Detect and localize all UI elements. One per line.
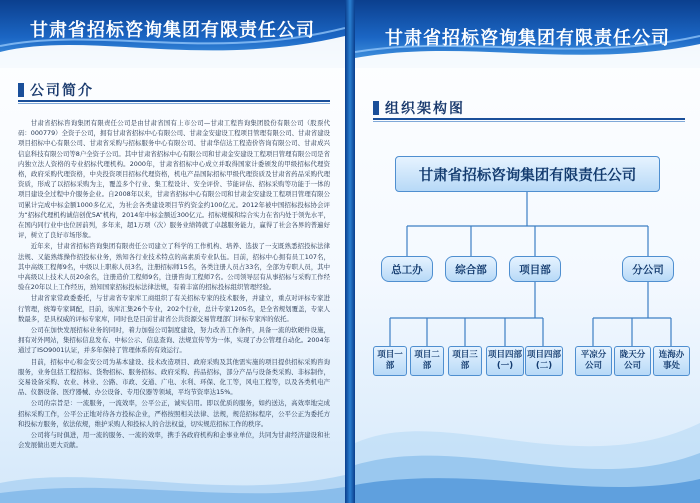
- project-unit-4a: 项目四部(一): [486, 346, 524, 376]
- intro-paragraph: 公司的宗旨是：一流服务，一流效率，公平公正，诚实信用。即以优质的服务，如约送达，高效率地完成招标采购工作，公平公正地对待各方投标企业，严格按照相关法律、法规，规范招标程序，公平公正为委托方和投标方服务，依法依规，维护采购人和投标人的合法权益，切实规范招标工作的秩序。: [18, 399, 330, 428]
- intro-section-header: [18, 80, 94, 100]
- intro-paragraph: 公司在加快发展招标业务的同时，着力加强公司制度建设，努力改善工作条件，具备一流的软硬件设施，拥有对外网站，集招标信息发布、中标公示、信息查询、法规宣传等为一体，实现了办公管理自动化。2004年通过了ISO9001认证，并多年保持了管理体系的有效运行。: [18, 326, 330, 355]
- project-unit-4b: 项目四部(二): [525, 346, 563, 376]
- project-unit-1: 项目一部: [373, 346, 407, 376]
- left-banner-title: 甘肃省招标咨询集团有限责任公司: [30, 20, 315, 41]
- intro-paragraph: 目前，招标中心和金安公司为基本建设、技术改造项目、政府采购及其他需实施的项目提供招标采购咨询服务，业务包括工程招标、货物招标、服务招标、政府采购、药品招标，部分产品与设备类采购、非标制作，交易设备采购、农业、林业、公路、市政、交通、广电、水利、环保、化工等，风电工程等，以及各类机电产品、仪器设备、医疗器械、办公设备、专用仪器等领域，平均节资率达15%。: [18, 357, 330, 397]
- right-banner-title: 甘肃省招标咨询集团有限责任公司: [385, 28, 670, 49]
- project-unit-3: 项目三部: [448, 346, 482, 376]
- right-bottom-wave: [355, 393, 700, 503]
- intro-paragraph: 近年来，甘肃省招标咨询集团有限责任公司建立了科学的工作机构、培养、选拔了一支既熟悉招投标法律法规、又能熟练操作招投标业务，熟知各行业技术特点的高素质专业队伍。目前，招标中心拥有员工107名，其中高级工程师9名，中级以上职称人员3名，注册招标师15名，各类注册人员占33名，全部为专职人员，其中中高级以上技术人员20余名，注册造价工程师9名，注册咨询工程师7名。公司领导层有从事招标与采购工作经验在20年以上工作经历，熟知国家招标投标法律法规，有着丰富的招标投标组织管理经验。: [18, 242, 330, 292]
- intro-paragraph: 甘肃省招标咨询集团有限责任公司是由甘肃省国有上市公司—甘肃工程咨询集团股份有限公司（股票代码：000779）全资子公司，拥有甘肃省招标中心有限公司、甘肃金安建设工程项目管理有限公司、甘肃省建设项目招标中心有限公司、甘肃省采购与招标服务中心有限公司、甘肃华信达工程造价咨询有限公司、甘肃成兴信息科技有限公司等8户全资子公司。其中甘肃省招标中心有限公司和甘肃金安建设工程项目管理有限公司是省内独立法人资格的专业招标代理机构。2000年，甘肃省招标中心成立并取得国家计委颁发的甲级招标代理资格，政府采购代理资格，中央投资项目招标代理资格，机电产品国际招标甲级代理资质及甘肃省药品采购代理资质，形成了以招标采购为主，覆盖多个行业、集工程设计、安全评价、节能评估、招标采购等功能于一体的项目建设全过程中介服务企业。自2008年以来，甘肃省招标中心有限公司和甘肃金安建设工程项目管理有限公司累计完成中标金额1000多亿元，为社会各类建设项目节约资金约100亿元。2012年被中国招标投标协会评为“招标代理机构诚信创优5A”机构，2014年中标金额近300亿元。招标规模和综合实力在省内处于领先水平，在国内同行业中也位居前列，多年来，超1万项（次）服务业绩铸就了卓越服务能力，赢得了社会各界的普遍好评，树立了良好市场形象。: [18, 119, 330, 240]
- left-banner: [0, 0, 345, 68]
- intro-paragraph: 公司将与时俱进，用一流的服务、一流的效率，携手各政府机构和企事业单位，共同为甘肃经济建设和社会发展做出更大贡献。: [18, 431, 330, 450]
- branch-pingliang: 平凉分公司: [575, 346, 612, 376]
- dept-chief-engineer-office: 总工办: [381, 256, 433, 282]
- branch-longtian: 陇天分公司: [614, 346, 651, 376]
- org-top-company: 甘肃省招标咨询集团有限责任公司: [395, 156, 660, 192]
- branch-lianhai-office: 连海办事处: [653, 346, 690, 376]
- intro-section-title: 公司简介: [30, 83, 94, 99]
- intro-section-rule: [18, 100, 330, 102]
- left-bottom-wave: [0, 463, 345, 503]
- dept-general-affairs: 综合部: [445, 256, 497, 282]
- intro-paragraph: 甘肃省家常政委委托，与甘肃省专家库工商组织了有关招标专家的技术服务，并建立，重点对评标专家进行管理，统筹专家调配，目前，该库汇集26个专业，202个行业，总计专家1205名，是全省规划覆盖，专家人数最多，是具权威的评标专家库，同时也是目前甘肃省公共资源交易管理部门评标专家库的依托。: [18, 294, 330, 323]
- left-panel: [0, 0, 345, 503]
- right-panel: [355, 0, 700, 503]
- dept-projects: 项目部: [509, 256, 561, 282]
- section-marker-icon: [18, 83, 24, 97]
- org-section-title: 组织架构图: [385, 101, 465, 117]
- dept-branches: 分公司: [622, 256, 674, 282]
- intro-body: [18, 118, 330, 452]
- project-unit-2: 项目二部: [410, 346, 444, 376]
- panel-divider: [345, 0, 355, 503]
